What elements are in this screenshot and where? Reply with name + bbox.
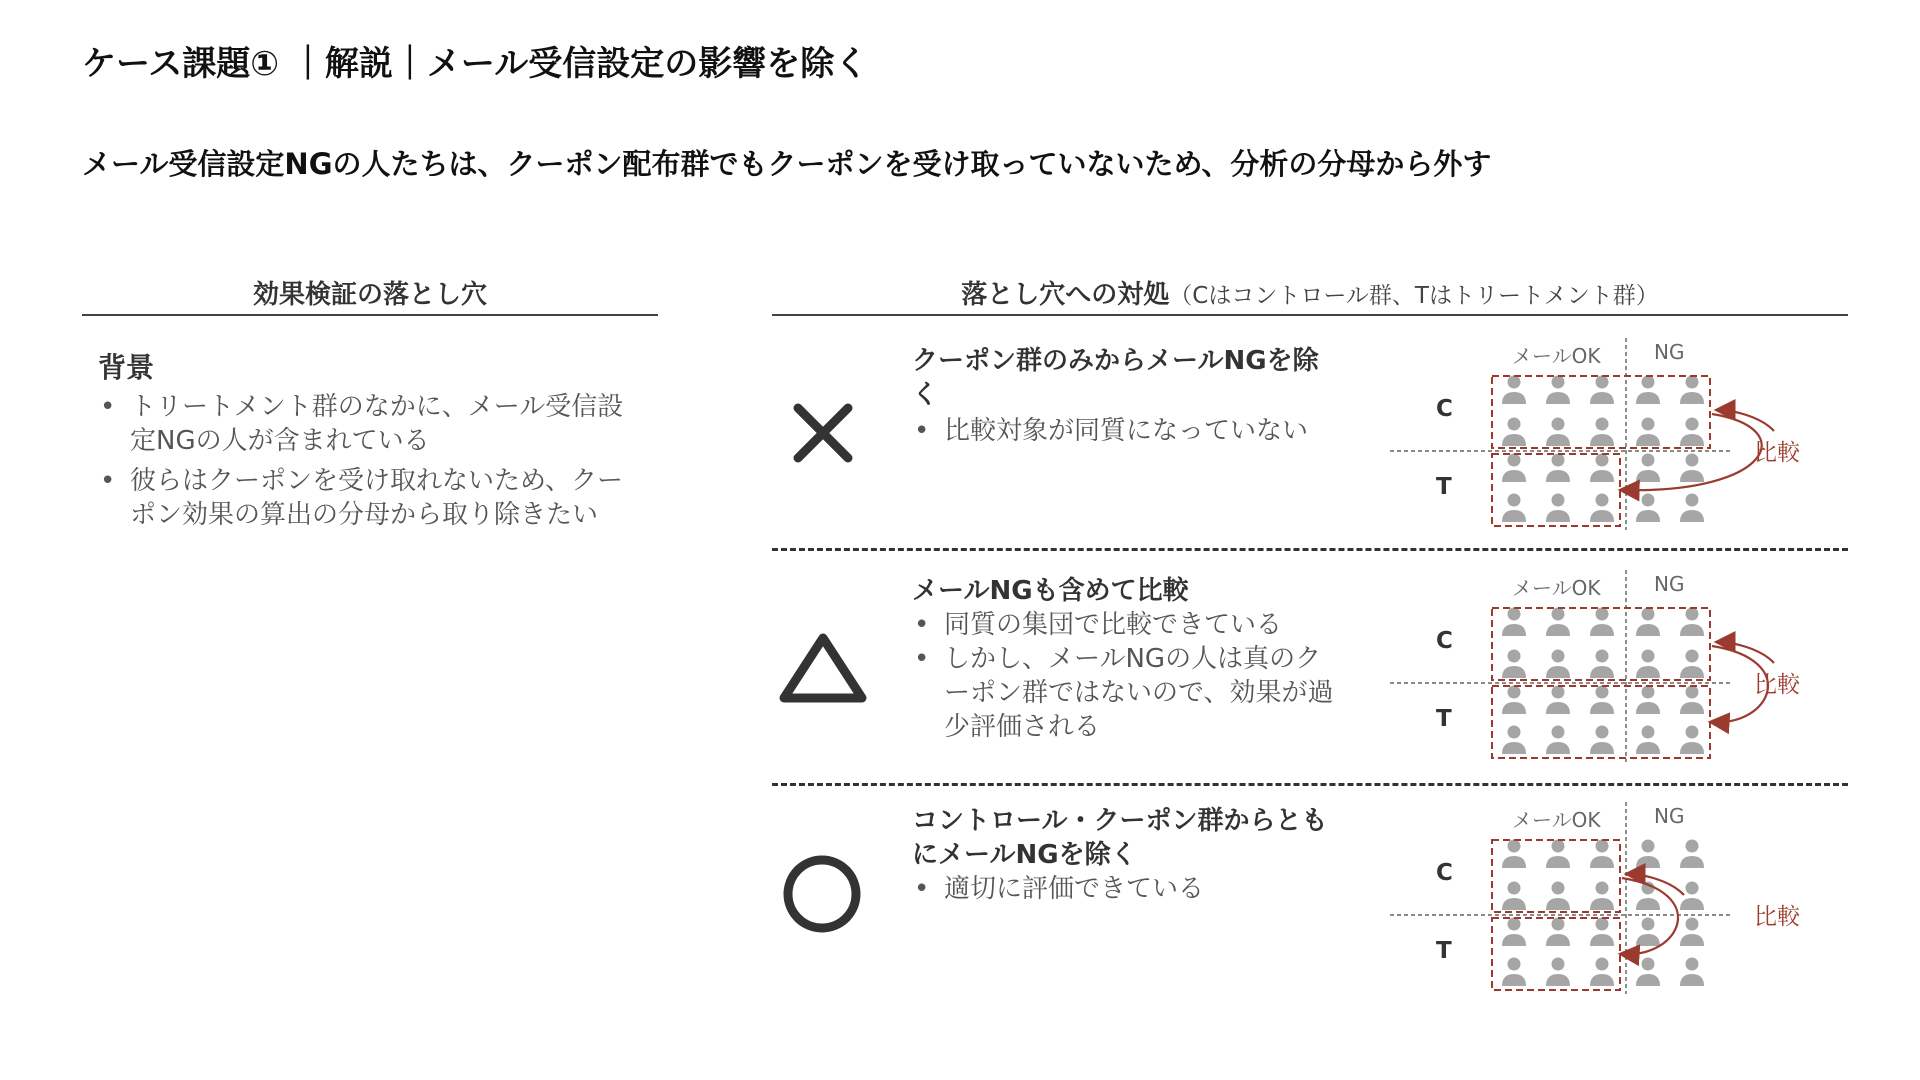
person-icon [1502,608,1526,637]
page-subtitle: メール受信設定NGの人たちは、クーポン配布群でもクーポンを受け取っていないため、分析の分母から外す [82,147,1492,181]
right-column-header [772,274,1848,311]
label-mail-ok: メールOK [1512,344,1601,368]
row-2-bullets [912,608,1342,744]
diagram-3-graphic [1390,794,1790,1004]
person-icon [1590,650,1614,679]
row-3-bullets [912,872,1342,906]
person-icon [1636,376,1660,405]
person-icon [1636,608,1660,637]
person-icon [1680,958,1704,987]
person-icon [1546,726,1570,755]
person-icon [1546,608,1570,637]
person-icon [1680,494,1704,523]
person-icon [1546,418,1570,447]
person-icon [1590,918,1614,947]
person-icon [1590,608,1614,637]
row-2-bullet: • 同質の集団で比較できている [912,608,1342,642]
label-mail-ok: メールOK [1512,576,1601,600]
person-icon [1502,650,1526,679]
person-icon [1502,418,1526,447]
background-bullet: • 彼らはクーポンを受け取れないため、クーポン効果の算出の分母から取り除きたい [98,464,648,532]
person-icon [1636,418,1660,447]
label-control: C [1436,396,1453,422]
person-icon [1590,418,1614,447]
person-icon [1590,958,1614,987]
label-compare: 比較 [1754,904,1800,930]
person-icon [1636,686,1660,715]
person-icon [1502,958,1526,987]
person-icon [1590,376,1614,405]
right-header-rule [772,314,1848,316]
person-icon [1636,918,1660,947]
label-treatment: T [1436,938,1452,964]
diagram-2 [1390,562,1800,772]
person-icon [1546,918,1570,947]
row-3-bullet: • 適切に評価できている [912,872,1342,906]
triangle-mark-icon [780,630,870,710]
person-icon [1680,608,1704,637]
person-icon [1636,958,1660,987]
person-icon [1546,650,1570,679]
person-icon [1502,376,1526,405]
row-1-heading: クーポン群のみからメールNGを除く [912,346,1319,410]
label-treatment: T [1436,474,1452,500]
row-2-heading: メールNGも含めて比較 [912,576,1189,606]
label-ng: NG [1654,804,1685,828]
person-icon [1680,840,1704,869]
person-icon [1502,882,1526,911]
row-2-bullet: • しかし、メールNGの人は真のクーポン群ではないので、効果が過少評価される [912,642,1342,744]
row-divider [772,783,1848,786]
person-icon [1546,840,1570,869]
person-icon [1546,686,1570,715]
person-icon [1636,454,1660,483]
compare-arrow-head [1628,874,1684,895]
person-icon [1680,918,1704,947]
person-icon [1636,840,1660,869]
right-header-note: （Cはコントロール群、Tはトリートメント群） [1169,283,1659,309]
label-control: C [1436,860,1453,886]
label-compare: 比較 [1754,440,1800,466]
person-icon [1590,882,1614,911]
person-icon [1680,882,1704,911]
person-icon [1680,686,1704,715]
diagram-3 [1390,794,1800,1004]
person-icon [1590,726,1614,755]
person-icon [1590,454,1614,483]
compare-arrow-head [1718,410,1774,431]
person-icon [1680,726,1704,755]
cross-mark-icon [790,400,860,470]
left-column-header: 効果検証の落とし穴 [252,280,487,310]
row-1-text [912,344,1342,454]
person-icon [1636,726,1660,755]
person-icon [1546,376,1570,405]
label-compare: 比較 [1754,672,1800,698]
label-control: C [1436,628,1453,654]
row-3-heading: コントロール・クーポン群からともにメールNGを除く [912,806,1328,870]
person-icon [1680,650,1704,679]
person-icon [1590,494,1614,523]
person-icon [1680,418,1704,447]
person-icon [1502,686,1526,715]
circle-mark-icon [780,852,870,942]
person-icon [1636,650,1660,679]
person-icon [1680,454,1704,483]
row-2-text [912,574,1342,750]
row-divider [772,548,1848,551]
diagram-2-graphic [1390,562,1790,772]
label-ng: NG [1654,340,1685,364]
row-1-bullets [912,414,1342,448]
label-ng: NG [1654,572,1685,596]
row-3-text [912,804,1342,912]
person-icon [1590,840,1614,869]
background-heading: 背景 [98,351,155,384]
row-1-bullet: • 比較対象が同質になっていない [912,414,1342,448]
background-bullet: • トリートメント群のなかに、メール受信設定NGの人が含まれている [98,390,648,458]
label-mail-ok: メールOK [1512,808,1601,832]
person-icon [1590,686,1614,715]
diagram-1-graphic [1390,330,1790,540]
right-header-title: 落とし穴への対処 [961,280,1170,310]
person-icon [1546,494,1570,523]
person-icon [1502,454,1526,483]
person-icon [1502,840,1526,869]
person-icon [1636,494,1660,523]
label-treatment: T [1436,706,1452,732]
person-icon [1502,726,1526,755]
diagram-1 [1390,330,1800,540]
background-bullets [98,390,648,538]
person-icon [1546,454,1570,483]
left-header-rule [82,314,658,316]
person-icon [1546,958,1570,987]
page-title: ケース課題① ｜解説｜メール受信設定の影響を除く [82,44,869,84]
person-icon [1502,918,1526,947]
person-icon [1680,376,1704,405]
compare-arrow [1712,646,1768,722]
person-icon [1502,494,1526,523]
compare-arrow-head [1718,642,1774,663]
person-icon [1546,882,1570,911]
